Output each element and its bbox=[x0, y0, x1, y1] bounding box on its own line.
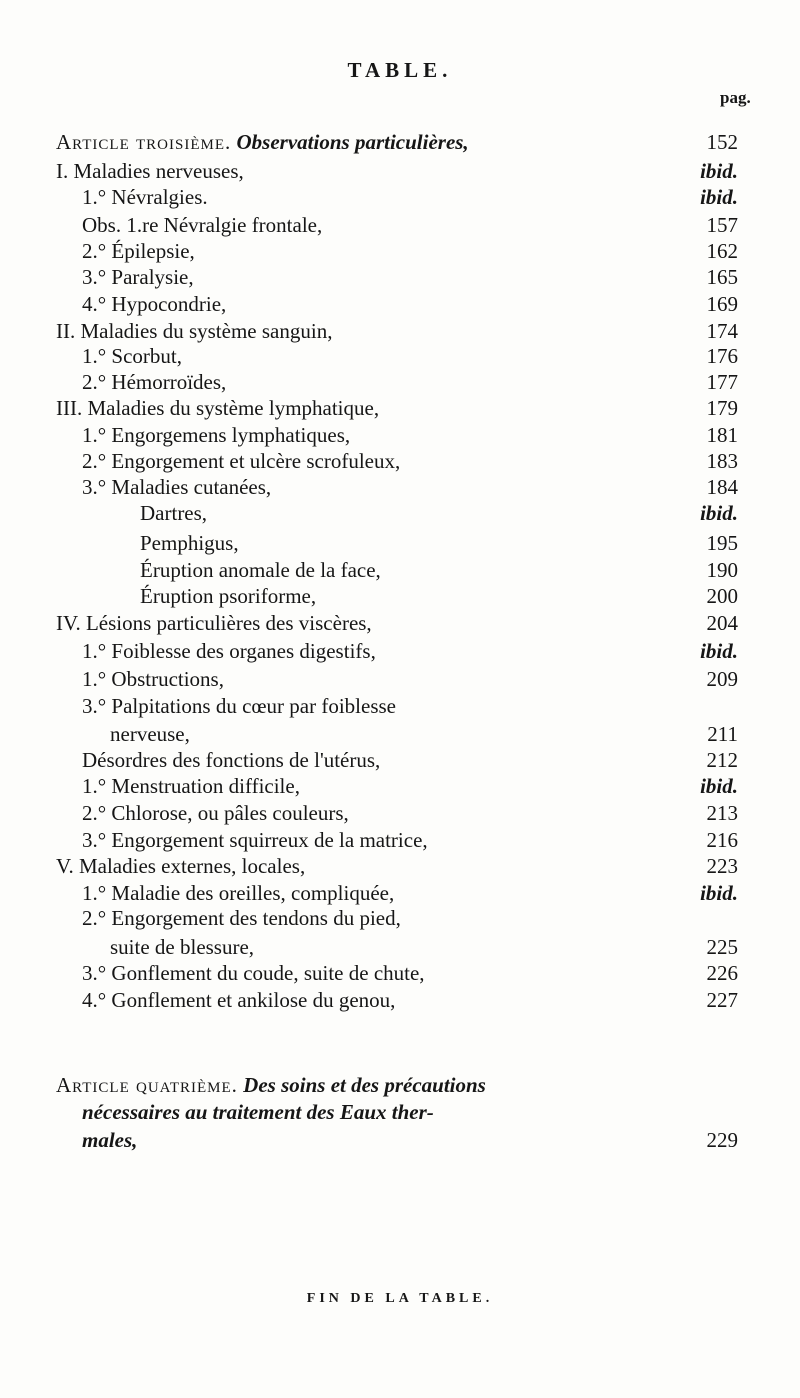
toc-entry-text: Dartres, bbox=[140, 501, 208, 525]
toc-entry-page: 169 bbox=[706, 292, 738, 316]
toc-entry-page: 200 bbox=[706, 584, 738, 608]
toc-entry bbox=[0, 289, 800, 319]
toc-entry-page: 204 bbox=[706, 611, 738, 635]
toc-entry-text: II. Maladies du système sanguin, bbox=[56, 319, 333, 343]
page-column-header: pag. bbox=[720, 88, 751, 107]
toc-entry-text: 3.° Engorgement squirreux de la matrice, bbox=[82, 828, 428, 852]
article-4-title-line2: nécessaires au traitement des Eaux ther- bbox=[82, 1100, 434, 1124]
toc-entry-page: ibid. bbox=[700, 639, 738, 663]
toc-entry-text: 1.° Scorbut, bbox=[82, 344, 182, 368]
toc-entry-text: IV. Lésions particulières des viscères, bbox=[56, 611, 372, 635]
toc-entry-text: 3.° Maladies cutanées, bbox=[82, 475, 272, 499]
toc-entry-text: Obs. 1.re Névralgie frontale, bbox=[82, 213, 323, 237]
toc-entry-page: 179 bbox=[706, 396, 738, 420]
toc-entry bbox=[0, 771, 800, 801]
toc-entry-page: 174 bbox=[706, 319, 738, 343]
toc-entry-text: 3.° Paralysie, bbox=[82, 265, 194, 289]
toc-entry-text: Pemphigus, bbox=[140, 531, 239, 555]
article-4-title-line3: males, bbox=[82, 1128, 138, 1152]
toc-entry-text: 4.° Gonflement et ankilose du genou, bbox=[82, 988, 396, 1012]
toc-entry bbox=[0, 528, 800, 558]
toc-entry-page: 225 bbox=[706, 935, 738, 959]
toc-entry-text: 2.° Engorgement des tendons du pied, bbox=[82, 906, 401, 930]
toc-entry-page: 184 bbox=[706, 475, 738, 499]
toc-entry-text: Éruption psoriforme, bbox=[140, 584, 317, 608]
toc-entry-article-4 bbox=[0, 1070, 800, 1100]
toc-entry-text: 3.° Gonflement du coude, suite de chute, bbox=[82, 961, 425, 985]
toc-entry bbox=[0, 262, 800, 292]
article-4-label: Article quatrième. bbox=[56, 1073, 238, 1097]
toc-entry-text: Désordres des fonctions de l'utérus, bbox=[82, 748, 381, 772]
toc-entry-page: 213 bbox=[706, 801, 738, 825]
toc-entry-page: 157 bbox=[706, 213, 738, 237]
toc-entry-text: 1.° Névralgies. bbox=[82, 185, 208, 209]
toc-entry-article-3 bbox=[0, 127, 800, 157]
toc-entry-text: 4.° Hypocondrie, bbox=[82, 292, 227, 316]
toc-entry bbox=[0, 985, 800, 1015]
toc-entry-page: 177 bbox=[706, 370, 738, 394]
toc-entry-page: ibid. bbox=[700, 501, 738, 525]
toc-entry-text: I. Maladies nerveuses, bbox=[56, 159, 244, 183]
toc-entry bbox=[0, 581, 800, 611]
article-4-title-line1: Des soins et des précautions bbox=[243, 1073, 486, 1097]
toc-entry-text: 2.° Engorgement et ulcère scrofuleux, bbox=[82, 449, 401, 473]
toc-entry-page: 209 bbox=[706, 667, 738, 691]
article-3-label: Article troisième. bbox=[56, 130, 232, 154]
toc-entry-page: 216 bbox=[706, 828, 738, 852]
toc-entry-text: 1.° Menstruation difficile, bbox=[82, 774, 300, 798]
toc-entry-text: V. Maladies externes, locales, bbox=[56, 854, 306, 878]
toc-entry bbox=[0, 393, 800, 423]
toc-entry bbox=[0, 798, 800, 828]
toc-entry bbox=[0, 664, 800, 694]
toc-entry-page: 176 bbox=[706, 344, 738, 368]
toc-entry bbox=[0, 498, 800, 528]
toc-entry-page: ibid. bbox=[700, 774, 738, 798]
toc-entry-page: 223 bbox=[706, 854, 738, 878]
toc-entry-page: ibid. bbox=[700, 881, 738, 905]
toc-entry-text: Éruption anomale de la face, bbox=[140, 558, 381, 582]
toc-entry-page: 227 bbox=[706, 988, 738, 1012]
toc-entry-text: III. Maladies du système lymphatique, bbox=[56, 396, 380, 420]
article-3-title: Observations particulières, bbox=[236, 130, 469, 154]
toc-entry-text: 2.° Épilepsie, bbox=[82, 239, 195, 263]
toc-entry bbox=[0, 851, 800, 881]
toc-entry-text: 1.° Engorgemens lymphatiques, bbox=[82, 423, 351, 447]
toc-entry-page: 190 bbox=[706, 558, 738, 582]
article-3-page: 152 bbox=[706, 130, 738, 154]
toc-entry-text: 1.° Foiblesse des organes digestifs, bbox=[82, 639, 376, 663]
toc-entry-page: 212 bbox=[706, 748, 738, 772]
toc-entry-text: 1.° Maladie des oreilles, compliquée, bbox=[82, 881, 395, 905]
toc-entry bbox=[0, 636, 800, 666]
toc-entry bbox=[0, 691, 800, 721]
toc-entry-text: 3.° Palpitations du cœur par foiblesse bbox=[82, 694, 397, 718]
toc-entry-text: suite de blessure, bbox=[110, 935, 255, 959]
toc-entry-text: 2.° Hémorroïdes, bbox=[82, 370, 227, 394]
toc-entry-page: ibid. bbox=[700, 185, 738, 209]
toc-entry-page: 211 bbox=[707, 722, 738, 746]
toc-entry-page: ibid. bbox=[700, 159, 738, 183]
toc-entry-page: 162 bbox=[706, 239, 738, 263]
toc-entry bbox=[0, 903, 800, 933]
toc-entry-page: 226 bbox=[706, 961, 738, 985]
end-of-table: FIN DE LA TABLE. bbox=[306, 1291, 494, 1306]
toc-entry-text: 2.° Chlorose, ou pâles couleurs, bbox=[82, 801, 349, 825]
toc-entry bbox=[0, 182, 800, 212]
toc-entry bbox=[0, 608, 800, 638]
toc-entry-article-4-cont bbox=[0, 1097, 800, 1127]
page-title: TABLE. bbox=[347, 58, 453, 82]
toc-entry-page: 195 bbox=[706, 531, 738, 555]
article-4-page: 229 bbox=[706, 1128, 738, 1152]
toc-entry-text: nerveuse, bbox=[110, 722, 190, 746]
toc-entry-article-4-cont2 bbox=[0, 1125, 800, 1155]
toc-entry-page: 165 bbox=[706, 265, 738, 289]
toc-entry bbox=[0, 958, 800, 988]
toc-entry-page: 183 bbox=[706, 449, 738, 473]
toc-entry-page: 181 bbox=[706, 423, 738, 447]
toc-entry-text: 1.° Obstructions, bbox=[82, 667, 224, 691]
